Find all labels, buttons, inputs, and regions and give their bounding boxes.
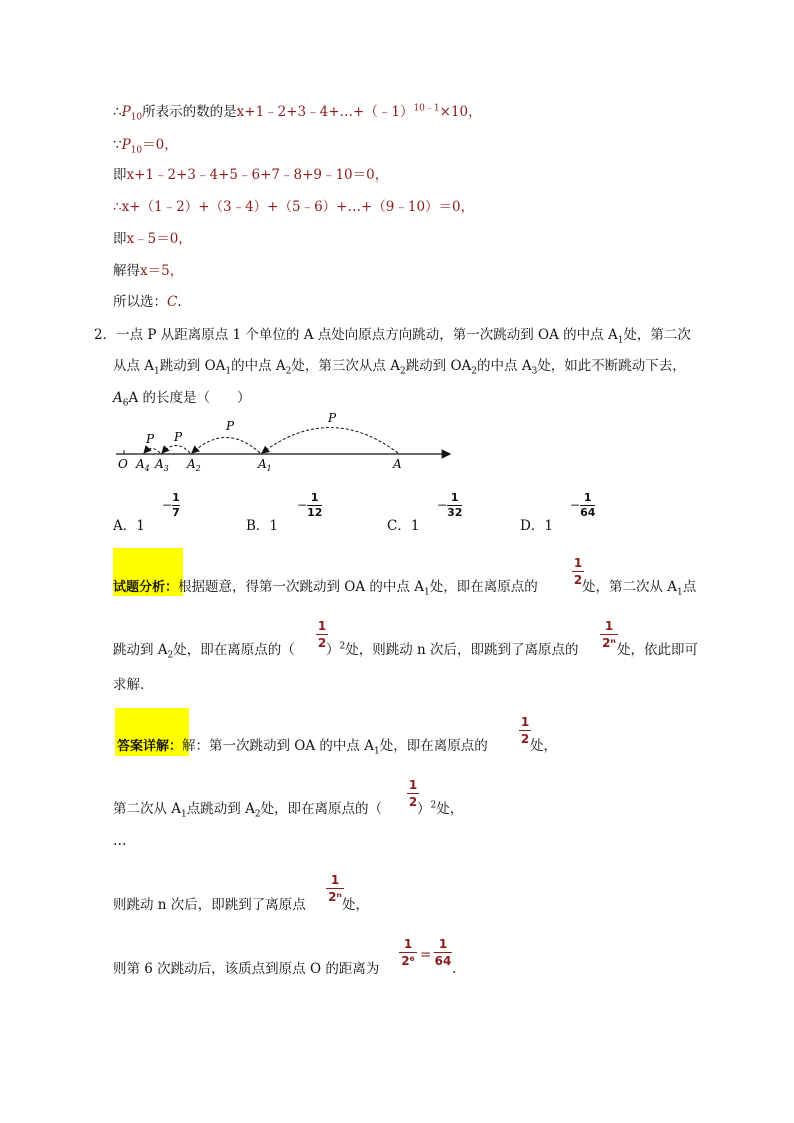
analysis-line-1: 试题分析：根据题意，得第一次跳动到 OA 的中点 $A_1$处，即在离原点的 xyxy=(113,579,538,598)
point-label-a2: $A_2$ xyxy=(187,457,201,472)
point-label-a4: $A_4$ xyxy=(136,457,150,472)
option-c[interactable]: C．1 xyxy=(387,518,420,534)
analysis-line-1b: 处，第二次从 $A_1$点 xyxy=(582,579,697,598)
answer-line-4: 则跳动 n 次后，即跳到了离原点 xyxy=(113,897,306,913)
analysis-line-2b: ）$^2$处，则跳动 n 次后，即跳到了离原点的 xyxy=(326,641,579,658)
answer-fraction-4: 1 2⁶ xyxy=(399,937,417,968)
solution-line-3: 即x+1﹣2+3﹣4+5﹣6+7﹣8+9﹣10＝0， xyxy=(113,167,389,183)
question-2-line-2: 从点 $A_1$跳动到 $OA_1$的中点 $A_2$处，第三次从点 $A_2$跳动到 $OA_2$的中点 $A_3$处，如此不断跳动下去， xyxy=(113,358,686,377)
solution-line-2: $\because P_{10}=0$， xyxy=(113,137,178,156)
analysis-line-2c: 处，依此即可 xyxy=(617,642,698,658)
point-label-a3: $A_3$ xyxy=(155,457,169,472)
point-label-a: A xyxy=(393,457,402,471)
solution-line-7: 所以选：C. xyxy=(113,294,182,310)
answer-fraction-3: 1 2ⁿ xyxy=(326,873,344,904)
analysis-fraction-1: 1 2 xyxy=(573,556,583,587)
jump-label-1: P xyxy=(328,411,337,425)
solution-line-6: 解得x＝5， xyxy=(113,263,184,279)
jump-label-3: P xyxy=(174,430,183,444)
point-label-o: O xyxy=(118,457,128,471)
point-label-a1: $A_1$ xyxy=(258,457,272,472)
option-a[interactable]: A．1 xyxy=(113,518,145,534)
answer-fraction-5: 1 64 xyxy=(434,937,452,968)
answer-fraction-2: 1 2 xyxy=(408,778,418,809)
option-d-exponent: $-\frac{1}{64}$ xyxy=(570,491,596,519)
answer-ellipsis: … xyxy=(113,833,127,849)
answer-line-2b: ）$^2$处， xyxy=(417,800,464,817)
analysis-line-2: 跳动到 $A_2$处，即在离原点的（ xyxy=(113,642,295,661)
option-c-exponent: $-\frac{1}{32}$ xyxy=(437,491,463,519)
question-2-line-1: 2．一点 P 从距离原点 1 个单位的 A 点处向原点方向跳动，第一次跳动到 OA 的中点 $A_1$处，第二次 xyxy=(94,327,691,346)
jump-arc-4 xyxy=(144,449,160,454)
answer-equals: = xyxy=(420,947,432,963)
jump-label-2: P xyxy=(226,419,235,433)
solution-line-4: ∴x+（1﹣2）+（3﹣4）+（5﹣6）+…+（9﹣10）＝0， xyxy=(113,199,475,215)
analysis-fraction-2: 1 2 xyxy=(317,619,327,650)
answer-line-5: 则第 6 次跳动后，该质点到原点 O 的距离为 xyxy=(113,961,380,977)
option-d[interactable]: D．1 xyxy=(520,518,553,534)
answer-line-1: 答案详解：解：第一次跳动到 OA 的中点 $A_1$处，即在离原点的 xyxy=(117,738,488,757)
jump-arc-2 xyxy=(192,438,260,454)
answer-line-2: 第二次从 $A_1$点跳动到 $A_2$处，即在离原点的（ xyxy=(113,801,383,820)
jump-arc-1 xyxy=(262,428,398,454)
analysis-fraction-3: 1 2ⁿ xyxy=(600,619,618,650)
answer-fraction-1: 1 2 xyxy=(520,715,530,746)
number-line-figure xyxy=(112,410,457,472)
jump-arc-3 xyxy=(162,446,190,454)
answer-line-4b: 处， xyxy=(342,897,369,913)
solution-line-5: 即x﹣5＝0， xyxy=(113,231,192,247)
analysis-line-3: 求解． xyxy=(113,677,154,693)
solution-line-1: $\therefore P_{10}$所表示的数的是x+1﹣2+3﹣4+…+（﹣1）$^{10﹣1}$×10， xyxy=(113,103,482,123)
option-b[interactable]: B．1 xyxy=(246,518,279,534)
question-2-line-3: $A_6A$ 的长度是（ ） xyxy=(113,390,251,409)
jump-label-4: P xyxy=(146,432,155,446)
answer-line-1b: 处， xyxy=(530,738,557,754)
option-b-exponent: $-\frac{1}{12}$ xyxy=(297,491,323,519)
option-a-exponent: $-\frac{1}{7}$ xyxy=(162,491,180,519)
answer-line-5b: . xyxy=(452,961,457,977)
